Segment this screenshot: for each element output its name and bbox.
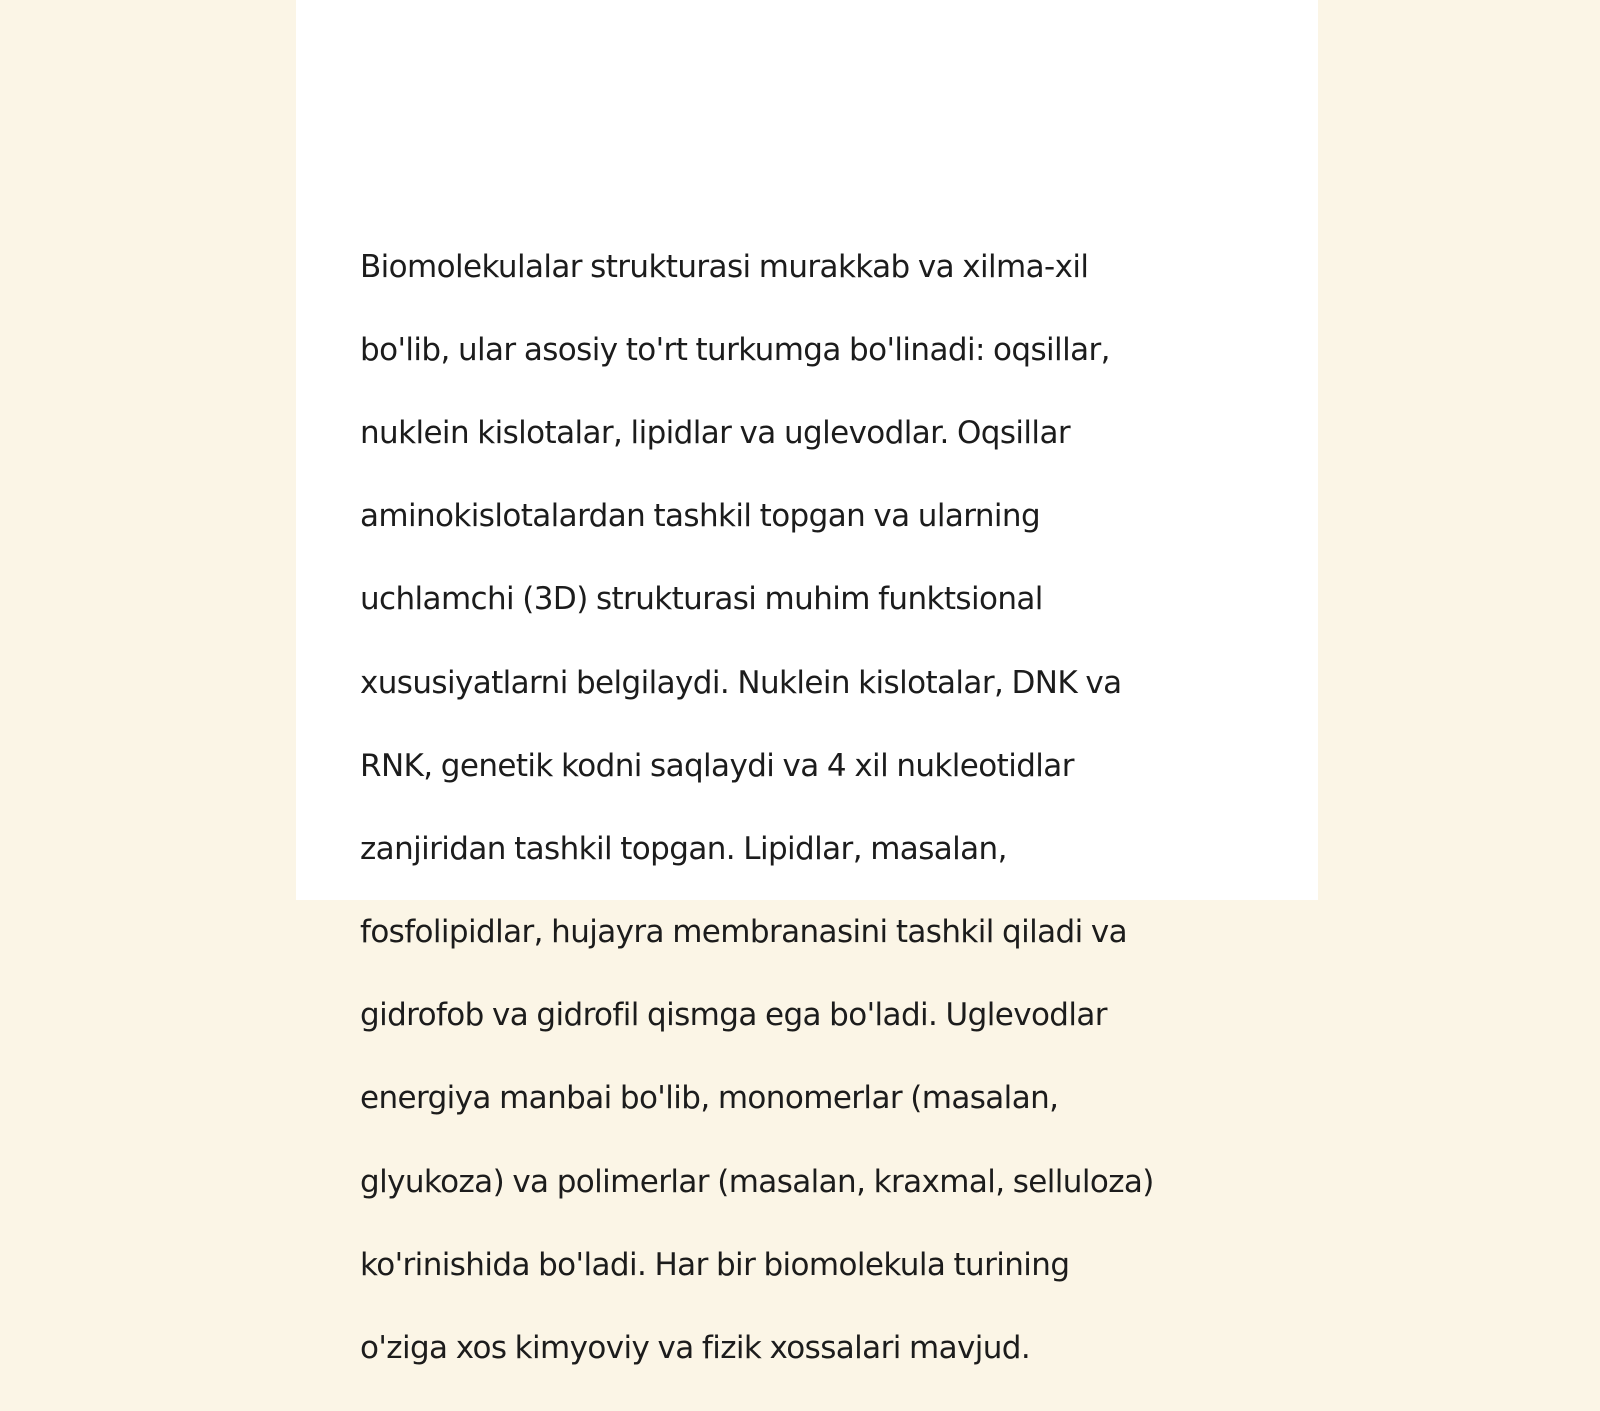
text-line: glyukoza) va polimerlar (masalan, kraxmal, selluloza)	[360, 1163, 1154, 1200]
text-line: fosfolipidlar, hujayra membranasini tashkil qiladi va	[360, 914, 1127, 951]
slide-panel	[296, 0, 1318, 1367]
text-line: nuklein kislotalar, lipidlar va uglevodlar. Oqsillar	[360, 414, 1070, 451]
text-line: ko'rinishida bo'ladi. Har bir biomolekula turining	[360, 1246, 1070, 1283]
text-line: aminokislotalardan tashkil topgan va ularning	[360, 498, 1041, 535]
text-line: bo'lib, ular asosiy to'rt turkumga bo'linadi: oqsillar,	[360, 331, 1110, 368]
text-line: o'ziga xos kimyoviy va fizik xossalari mavjud.	[360, 1330, 1031, 1367]
slide-body-text	[360, 205, 1260, 1411]
text-line: gidrofob va gidrofil qismga ega bo'ladi. Uglevodlar	[360, 997, 1107, 1034]
text-line: energiya manbai bo'lib, monomerlar (masalan,	[360, 1080, 1059, 1117]
text-line: xususiyatlarni belgilaydi. Nuklein kislotalar, DNK va	[360, 664, 1122, 701]
text-line: Biomolekulalar strukturasi murakkab va xilma-xil	[360, 248, 1089, 285]
text-line: uchlamchi (3D) strukturasi muhim funktsional	[360, 581, 1043, 618]
text-line: RNK, genetik kodni saqlaydi va 4 xil nukleotidlar	[360, 747, 1074, 784]
text-line: zanjiridan tashkil topgan. Lipidlar, masalan,	[360, 830, 1007, 867]
